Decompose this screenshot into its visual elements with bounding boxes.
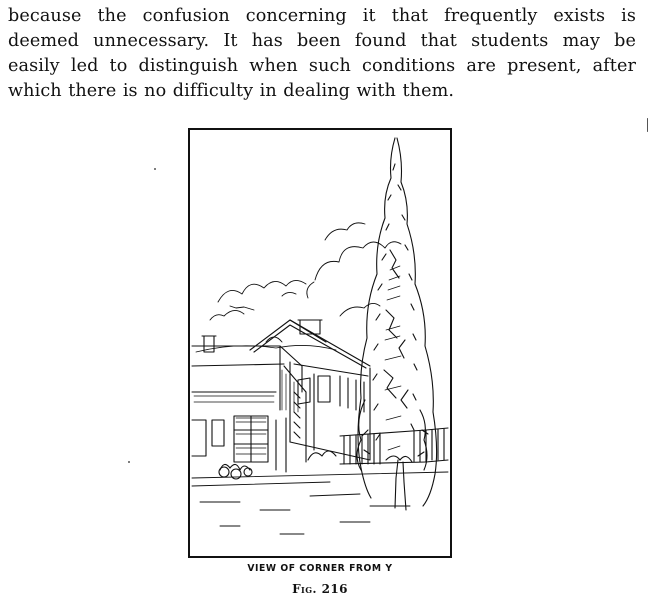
picket-fence — [340, 428, 448, 464]
shop-building — [192, 336, 306, 472]
figure-number-label: Fig. 216 — [292, 582, 348, 596]
paragraph-line-2: deemed unnecessary. It has been found that students may be — [8, 31, 636, 51]
poplar-tree — [357, 138, 437, 510]
corner-house-sketch — [190, 130, 450, 556]
paragraph-line-3: easily led to distinguish when such conditions are present, after — [8, 56, 636, 76]
cloud-outlines — [210, 223, 401, 320]
figure-caption: VIEW OF CORNER FROM Y — [247, 563, 393, 574]
paragraph-line-4: which there is no difficulty in dealing with them. — [8, 81, 455, 101]
print-speck — [154, 168, 156, 170]
tree-hatching — [385, 266, 401, 450]
paragraph-line-1: because the confusion concerning it that frequently exists is — [8, 6, 636, 26]
print-speck — [647, 118, 648, 132]
road-ground — [192, 472, 448, 534]
print-speck — [128, 461, 130, 463]
building-hatching — [194, 370, 298, 454]
figure-illustration — [188, 128, 452, 558]
body-paragraph — [8, 4, 636, 104]
